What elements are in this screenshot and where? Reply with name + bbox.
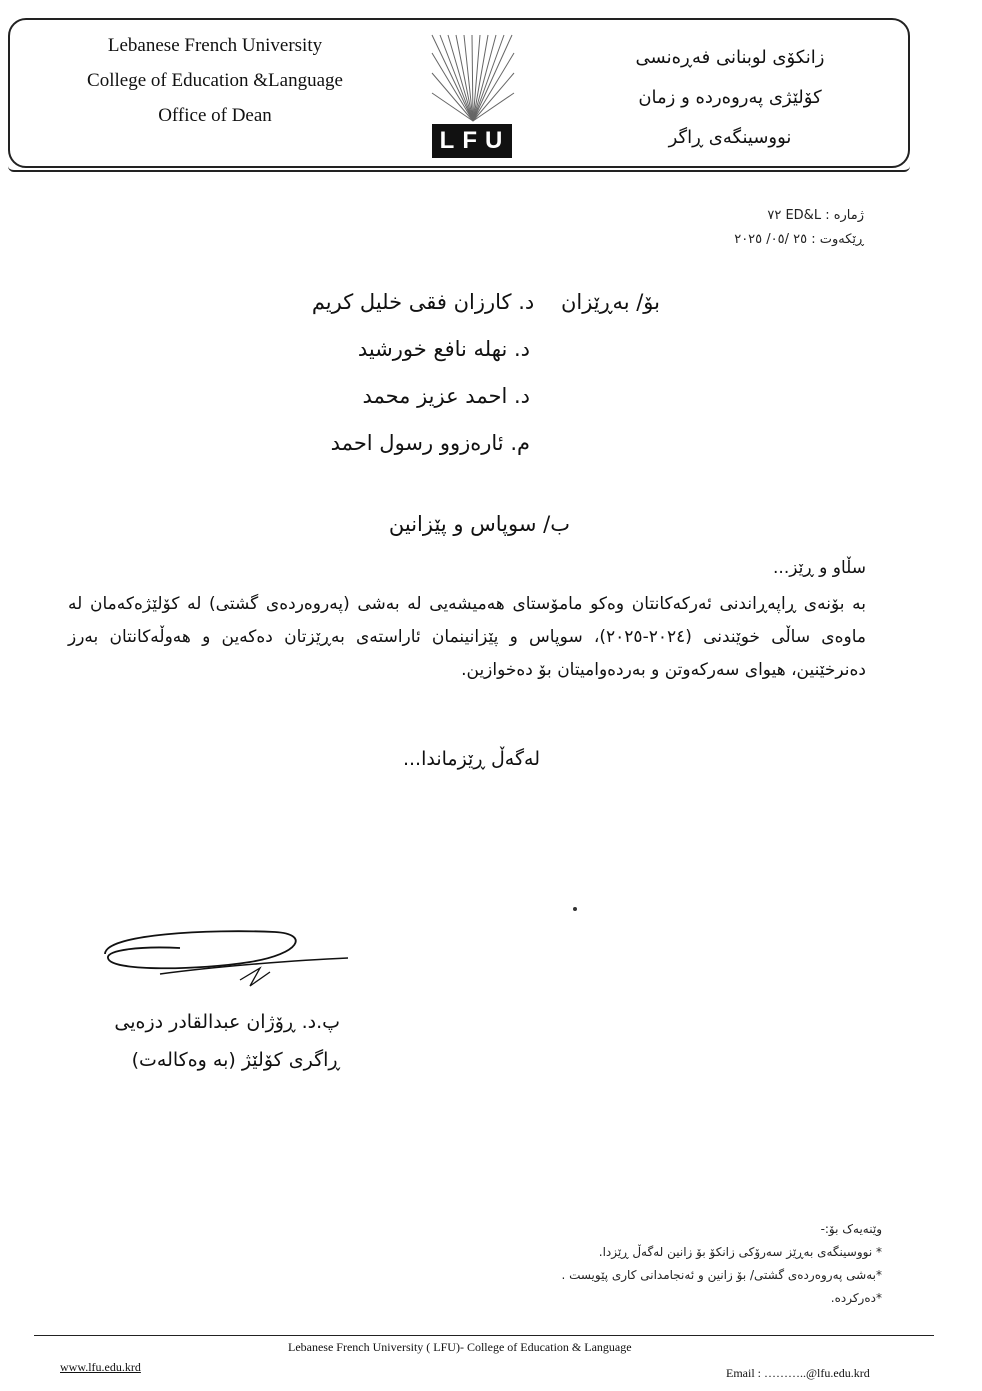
footer-institution: Lebanese French University ( LFU)- College of Education & Language <box>288 1340 632 1354</box>
reference-date: ڕێکەوت : ٢٥ /٠٥/ ٢٠٢٥ <box>734 232 864 247</box>
footer-email: Email : ………..@lfu.edu.krd <box>726 1366 870 1380</box>
lfu-logo <box>430 33 516 161</box>
reference-block <box>734 204 864 252</box>
signer-name: پ.د. ڕۆژان عبدالقادر دزەیی <box>114 1011 340 1033</box>
ink-dot <box>573 907 577 911</box>
recipient-name: م. ئارەزوو رسول احمد <box>330 431 530 455</box>
letterhead-kurdish <box>600 38 860 158</box>
letter-closing: لەگەڵ ڕێزماندا... <box>402 748 540 770</box>
recipients-prefix: بۆ/ بەڕێزان <box>560 290 660 314</box>
office-name-en: Office of Dean <box>158 105 272 126</box>
letter-greeting: سڵاو و ڕێز... <box>773 558 866 578</box>
college-name-en: College of Education &Language <box>87 70 343 91</box>
recipients-block <box>270 282 660 470</box>
recipient-name: د. نهله نافع خورشید <box>357 337 530 361</box>
copy-item: *دەرکردە. <box>830 1291 882 1305</box>
footer-website-link[interactable]: www.lfu.edu.krd <box>60 1360 141 1374</box>
university-name-ku: زانکۆی لوبنانی فەڕەنسی <box>635 47 825 68</box>
recipient-name: د. کارزان فقی خلیل کریم <box>311 290 535 314</box>
letter-body: بە بۆنەی ڕاپەڕاندنی ئەرکەکانتان وەکو مامۆستای هەمیشەیی لە بەشی (پەروەردەی گشتی) لە کۆلێژەکەمان لە ماوەی ساڵی خوێندنی (٢٠٢٤-٢٠٢٥)، سوپاس و پێزانینمان ئاراستەی بەڕێزتان دەکەین و هەوڵەکانتان بەرز دەنرخێنین، هیوای سەرکەوتن و بەردەوامیتان بۆ دەخوازین. <box>68 594 866 680</box>
handwritten-signature <box>100 924 360 1004</box>
reference-number: ژمارە : ED&L ٧٢ <box>767 208 864 223</box>
logo-text: LFU <box>432 124 512 158</box>
copies-heading: وێنەیەک بۆ:- <box>820 1222 882 1236</box>
letter-subject: ب/ سوپاس و پێزانین <box>388 512 570 536</box>
footer-divider <box>34 1335 934 1336</box>
college-name-ku: کۆلێژی پەروەردە و زمان <box>638 87 822 108</box>
recipient-name: د. احمد عزیز محمد <box>362 384 530 408</box>
copy-item: * نووسینگەی بەڕێز سەرۆکی زانکۆ بۆ زانین لەگەڵ ڕێزدا. <box>598 1245 882 1259</box>
office-name-ku: نووسینگەی ڕاگر <box>668 127 792 148</box>
sunburst-icon <box>430 33 516 123</box>
copy-item: *بەشی پەروەردەی گشتی/ بۆ زانین و ئەنجامدانی کاری پێویست . <box>561 1268 882 1282</box>
letterhead-english <box>60 28 370 133</box>
signer-block <box>70 1003 340 1079</box>
copies-block <box>561 1218 882 1310</box>
signer-title: ڕاگری کۆلێژ (بە وەکالەت) <box>131 1049 340 1071</box>
university-name-en: Lebanese French University <box>107 35 323 56</box>
